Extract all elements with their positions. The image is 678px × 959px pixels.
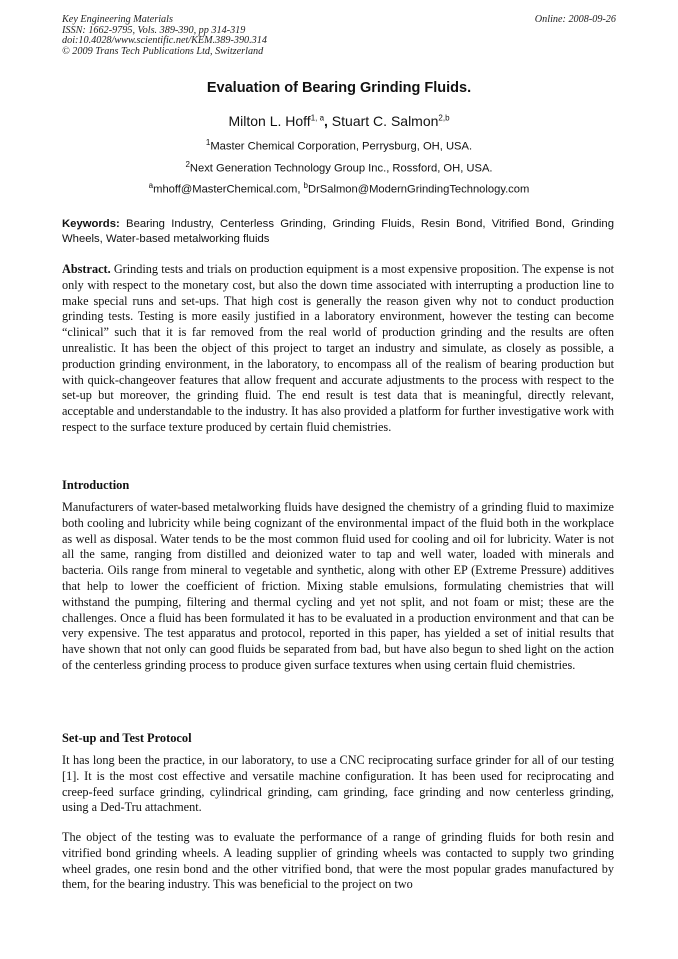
paper-title: Evaluation of Bearing Grinding Fluids. bbox=[206, 80, 472, 96]
keywords bbox=[62, 217, 614, 246]
author-emails bbox=[0, 181, 678, 196]
abstract bbox=[62, 262, 614, 436]
author-line bbox=[0, 113, 678, 129]
setup-heading: Set-up and Test Protocol bbox=[62, 731, 192, 745]
abstract-label: Abstract. bbox=[62, 262, 111, 276]
affiliation-1-text: Master Chemical Corporation, Perrysburg, OH, USA. bbox=[210, 140, 473, 153]
affiliation-2-sup: 2 bbox=[185, 160, 190, 169]
email-b: DrSalmon@ModernGrindingTechnology.com bbox=[308, 183, 530, 196]
author-1-sup: 1, a bbox=[310, 113, 325, 123]
journal-header bbox=[62, 15, 616, 57]
copyright-line: © 2009 Trans Tech Publications Ltd, Switzerland bbox=[62, 45, 264, 57]
affiliation-2-text: Next Generation Technology Group Inc., Rossford, OH, USA. bbox=[189, 162, 493, 175]
author-separator: , bbox=[324, 113, 328, 129]
keywords-label: Keywords: bbox=[62, 218, 120, 230]
issn-line: ISSN: 1662-9795, Vols. 389-390, pp 314-319 bbox=[62, 24, 246, 36]
setup-paragraph-2: The object of the testing was to evaluate the performance of a range of grinding fluids for both resin and vitrified bond grinding wheels. A leading supplier of grinding wheels was contacted to supply two grinding wheel grades, one resin bond and the other vitrified bond, that were the most popular grades manufactured by them, for the bearing industry. This was beneficial to the project on two bbox=[62, 830, 614, 892]
keywords-text: Bearing Industry, Centerless Grinding, Grinding Fluids, Resin Bond, Vitrified Bond, Grinding Wheels, Water-based metalworking fluids bbox=[62, 218, 614, 245]
email-a-sup: a bbox=[148, 181, 154, 190]
author-2-sup: 2,b bbox=[438, 113, 450, 123]
author-1: Milton L. Hoff bbox=[228, 113, 311, 129]
setup-paragraph-1: It has long been the practice, in our laboratory, to use a CNC reciprocating surface grinder for all of our testing [1]. It is the most cost effective and versatile machine configuration. It has been used for reciprocating and creep-feed surface grinding, cylindrical grinding, cam grinding, face grinding and now centerless grinding, using a Ded-Tru attachment. bbox=[62, 753, 614, 815]
doi-line: doi:10.4028/www.scientific.net/KEM.389-390.314 bbox=[62, 35, 267, 46]
author-2: Stuart C. Salmon bbox=[327, 113, 439, 129]
email-b-sup: b bbox=[303, 181, 308, 190]
abstract-text: Grinding tests and trials on production equipment is a most expensive proposition. The expense is not only with respect to the monetary cost, but also the down time associated with interrupting a production line to make special runs and set-ups. That high cost is generally the reason given why not to conduct production grinding tests. Testing is more easily justified in a laboratory environment, however the testing can become “clinical” such that it is far removed from the real world of production grinding and the results are often unrealistic. It has been the object of this project to target an industry and simulate, as closely as possible, a production grinding environment, in the laboratory, to encompass all of the realism of bearing production but with quick-changeover features that allow frequent and accurate adjustments to the process with respect to the set-up but moreover, the grinding fluid. The end result is test data that is meaningful, directly relevant, acceptable and understandable to the industry. It has also provided a platform for further investigative work with respect to the surface texture produced by certain fluid chemistries. bbox=[62, 262, 614, 434]
online-date: Online: 2008-09-26 bbox=[534, 14, 616, 25]
affiliation-2 bbox=[0, 160, 678, 175]
introduction-heading: Introduction bbox=[62, 478, 130, 492]
affiliation-1-sup: 1 bbox=[205, 138, 211, 147]
email-a: mhoff@MasterChemical.com, bbox=[153, 183, 304, 196]
introduction-paragraph: Manufacturers of water-based metalworking fluids have designed the chemistry of a grinding fluid to maximize both cooling and lubricity while being cognizant of the environmental impact of the fluid both in the workplace as well as disposal. Water tends to be the most common fluid used for cooling and oil for lubricity. Water is not all the same, ranging from distilled and deionized water to tap and well water, loaded with minerals and bacteria. Oils range from mineral to vegetable and synthetic, along with other EP (Extreme Pressure) additives that help to lower the coefficient of friction. Mixing stable emulsions, formulating chemistries that will withstand the pumping, filtering and thermal cycling and yet not split, and not foam or mist; these are the challenges. Once a fluid has been formulated it has to be evaluated in a production environment and that can be very expensive. The test apparatus and protocol, reported in this paper, has yielded a set of initial results that have shown that not only can good fluids be separated from bad, but have also begun to shed light on the action of the centerless grinding process to produce given surface textures when using certain fluid chemistries. bbox=[62, 500, 614, 672]
journal-name: Key Engineering Materials bbox=[62, 14, 173, 25]
affiliation-1 bbox=[0, 138, 678, 153]
